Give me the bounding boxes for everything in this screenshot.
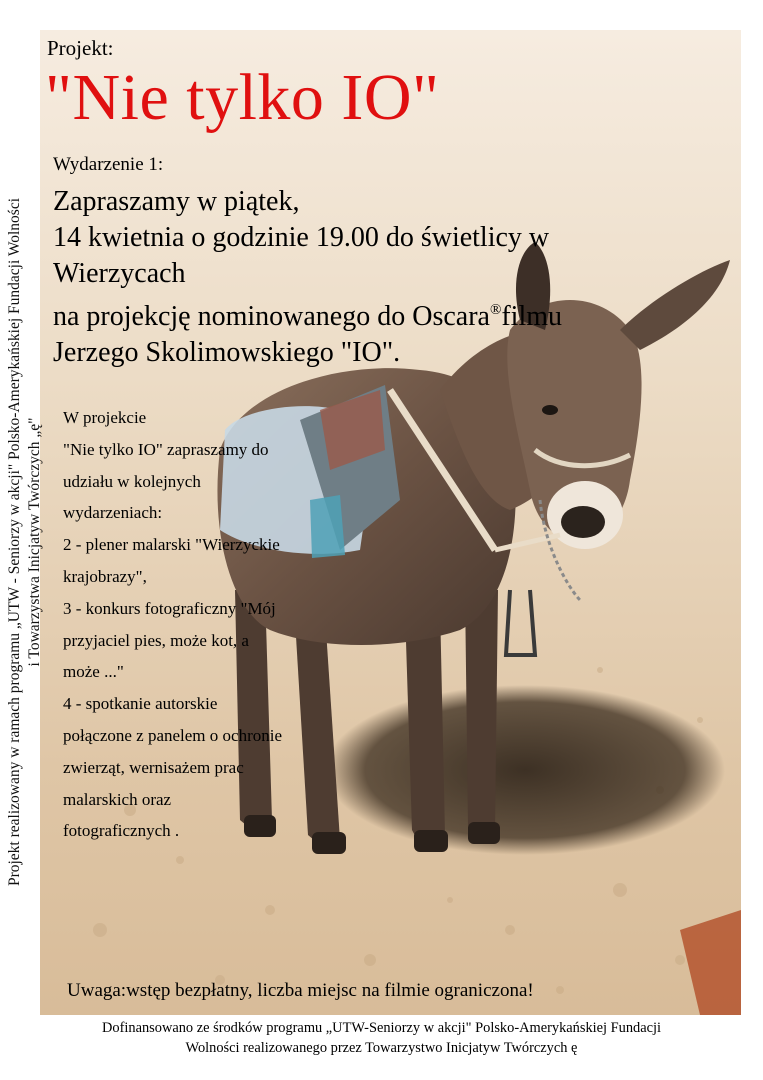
invitation-line-4-start: na projekcję nominowanego do Oscara <box>53 301 490 332</box>
vertical-credit-line-2: i Towarzystwa Inicjatyw Twórczych „ę" <box>26 417 43 667</box>
events-line: udziału w kolejnych <box>63 471 201 491</box>
invitation-line-3: Wierzycach <box>53 258 186 289</box>
invitation-line-4-end: filmu <box>501 301 563 332</box>
invitation-text <box>53 184 733 371</box>
invitation-line-4 <box>53 292 733 335</box>
events-line: wydarzeniach: <box>63 503 163 523</box>
events-line: krajobrazy", <box>63 566 147 586</box>
events-line: przyjaciel pies, może kot, a <box>63 630 249 650</box>
admission-note: Uwaga:wstęp bezpłatny, liczba miejsc na filmie ograniczona! <box>67 980 534 1001</box>
events-line: malarskich oraz <box>63 789 172 809</box>
events-line: fotograficznych . <box>63 821 180 841</box>
events-line: zwierząt, wernisażem prac <box>63 757 244 777</box>
events-list <box>63 402 383 847</box>
events-line: może ..." <box>63 662 124 682</box>
events-line: "Nie tylko IO" zapraszamy do <box>63 439 269 459</box>
events-line: połączone z panelem o ochronie <box>63 725 283 745</box>
event-label: Wydarzenie 1: <box>53 154 164 175</box>
events-line: 2 - plener malarski "Wierzyckie <box>63 535 280 555</box>
registered-mark: ® <box>489 302 502 318</box>
main-title: "Nie tylko IO" <box>45 61 440 134</box>
funding-footer <box>0 1018 763 1058</box>
events-line: 4 - spotkanie autorskie <box>63 694 218 714</box>
footer-line-2: Wolności realizowanego przez Towarzystwo Inicjatyw Twórczych ę <box>185 1040 578 1056</box>
invitation-line-2: 14 kwietnia o godzinie 19.00 do świetlicy w <box>53 222 550 253</box>
events-line: W projekcie <box>63 408 147 427</box>
invitation-line-5: Jerzego Skolimowskiego "IO". <box>53 337 401 368</box>
footer-line-1: Dofinansowano ze środków programu „UTW-Seniorzy w akcji" Polsko-Amerykańskiej Fundacji <box>102 1020 661 1036</box>
invitation-line-1: Zapraszamy w piątek, <box>53 186 300 217</box>
vertical-credit <box>5 82 51 1002</box>
events-line: 3 - konkurs fotograficzny "Mój <box>63 598 276 618</box>
project-label: Projekt: <box>47 36 114 60</box>
vertical-credit-line-1: Projekt realizowany w ramach programu „UTW - Seniorzy w akcji" Polsko-Amerykańskiej Fundacji Wolności <box>6 197 23 887</box>
